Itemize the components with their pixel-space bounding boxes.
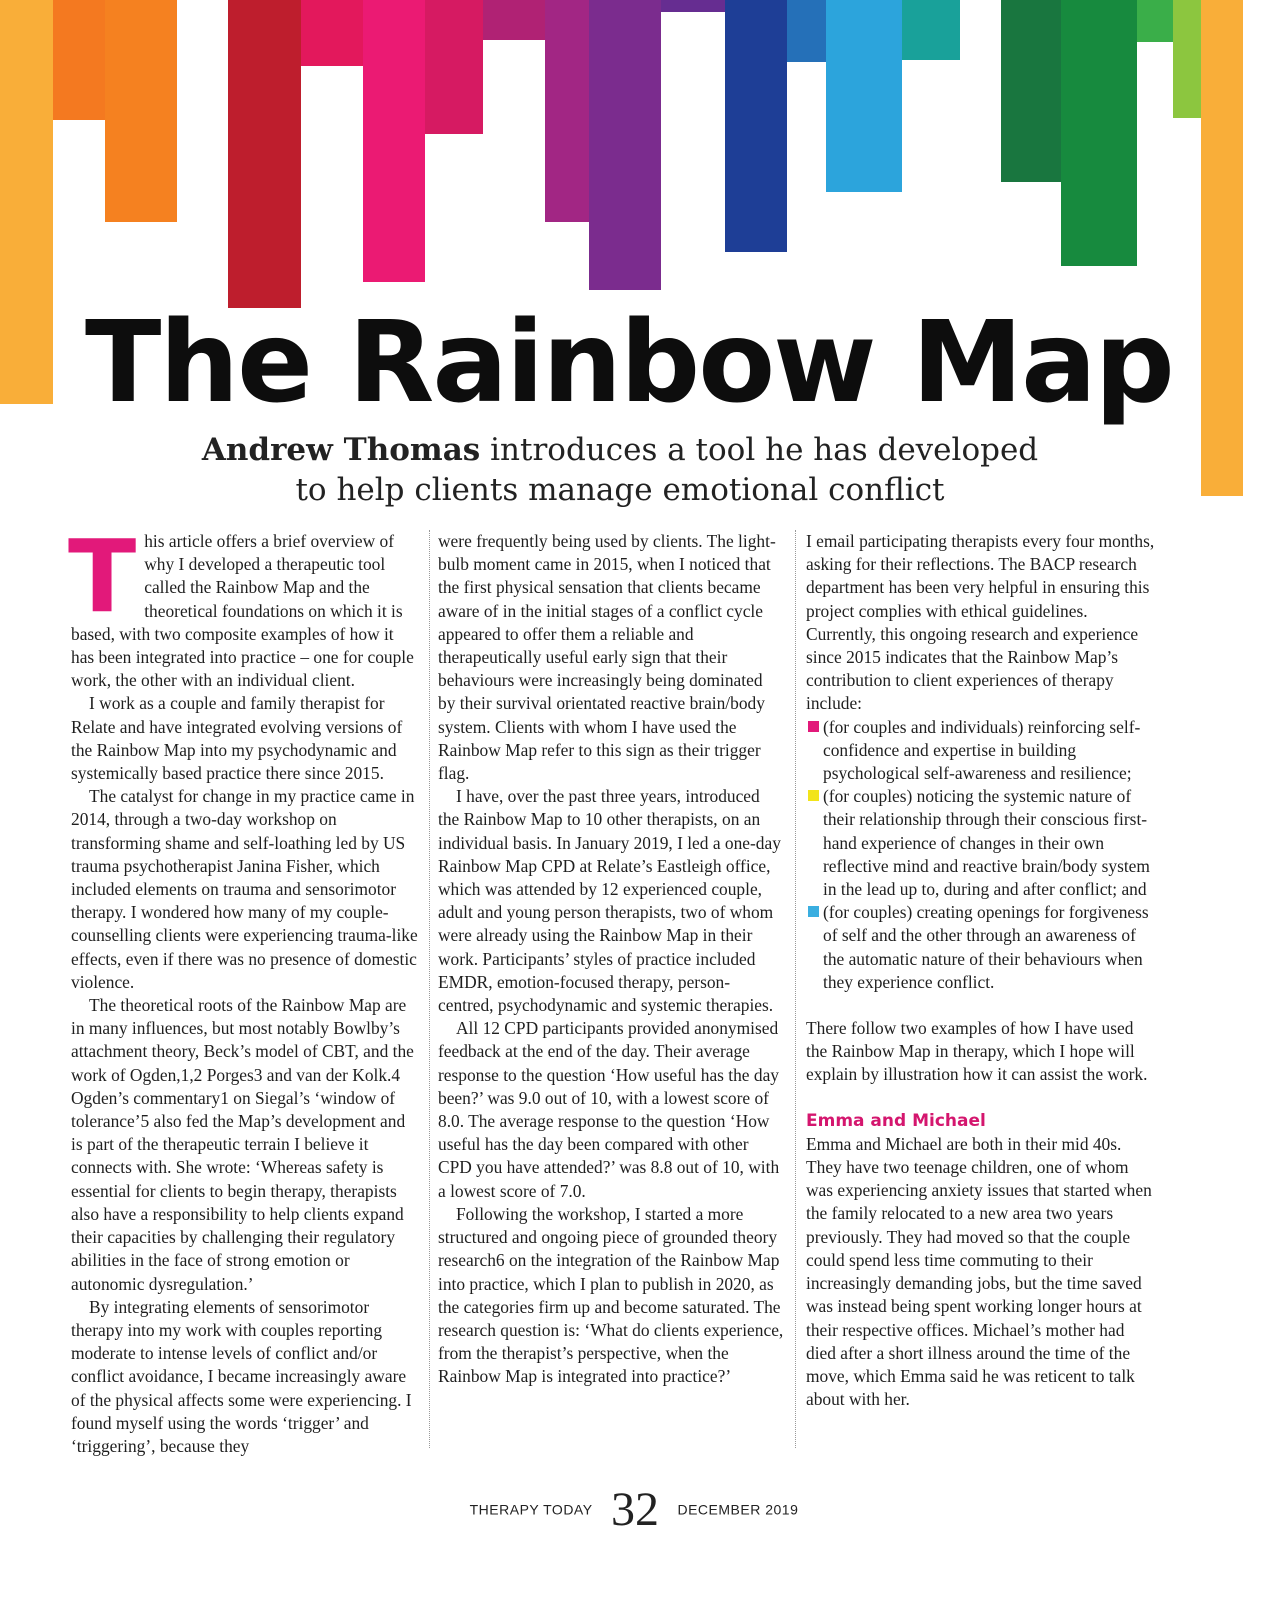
list-item: (for couples and individuals) reinforcing self-confidence and expertise in building psychological self-awareness and resilience; (806, 716, 1156, 786)
banner-bar (725, 0, 787, 252)
paragraph: I email participating therapists every four months, asking for their reflections. The BACP research department has been very helpful in ensuring this project complies with ethical guidelines. Currently, this ongoing research and experience since 2015 indicates that the Rainbow Map’s contribution to client experiences of therapy include: (806, 531, 1155, 714)
yellow-square-bullet-icon (808, 790, 819, 801)
paragraph: were frequently being used by clients. The light-bulb moment came in 2015, when I noticed that the first physical sensation that clients became aware of in the initial stages of a conflict cycle appeared to offer them a reliable and therapeutically useful early sign that their behaviours were increasingly being dominated by their survival orientated reactive brain/body system. Clients with whom I have used the Rainbow Map refer to this sign as their trigger flag. (438, 531, 776, 784)
list-item: (for couples) creating openings for forgiveness of self and the other through an awareness of the automatic nature of their behaviours when they experience conflict. (806, 901, 1156, 994)
list-item: (for couples) noticing the systemic nature of their relationship through their conscious first-hand experience of changes in their own reflective mind and reactive brain/body system in the lead up to, during and after conflict; and (806, 785, 1156, 901)
paragraph: I have, over the past three years, introduced the Rainbow Map to 10 other therapists, on an individual basis. In January 2019, I led a one-day Rainbow Map CPD at Relate’s Eastleigh office, which was attended by 12 experienced couple, adult and young person therapists, two of whom were already using the Rainbow Map in their work. Participants’ styles of practice included EMDR, emotion-focused therapy, person-centred, psychodynamic and systemic therapies. (438, 786, 781, 1016)
magazine-name: THERAPY TODAY (469, 1501, 593, 1518)
column-divider (429, 530, 430, 1448)
pink-square-bullet-icon (808, 721, 819, 732)
paragraph: I work as a couple and family therapist for Relate and have integrated evolving versions of the Rainbow Map into my psychodynamic and systemically based practice there since 2015. (71, 693, 403, 784)
standfirst-text: introduces a tool he has developed to help clients manage emotional conflict (295, 432, 1039, 508)
drop-cap: T (68, 518, 137, 635)
author-name: Andrew Thomas (201, 432, 481, 468)
banner-bar (826, 0, 902, 192)
paragraph: By integrating elements of sensorimotor therapy into my work with couples reporting moderate to intense levels of conflict and/or conflict avoidance, I became increasingly aware of the physical affects some were experiencing. I found myself using the words ‘trigger’ and ‘triggering’, because they (71, 1296, 412, 1456)
paragraph: Following the workshop, I started a more structured and ongoing piece of grounded theory research6 on the integration of the Rainbow Map into practice, which I plan to publish in 2020, as the categories firm up and become saturated. The research question is: ‘What do clients experience, from the therapist’s perspective, when the Rainbow Map is integrated into practice?’ (438, 1203, 784, 1387)
article-standfirst (200, 430, 1040, 510)
blue-square-bullet-icon (808, 906, 819, 917)
banner-bar (301, 0, 363, 66)
contribution-list (806, 716, 1156, 994)
paragraph: Emma and Michael are both in their mid 40s. They have two teenage children, one of whom was experiencing anxiety issues that started when the family relocated to a new area two years previously. They had moved so that the couple could spend less time commuting to their increasingly demanding jobs, but the time saved was instead being spent working longer hours at their respective offices. Michael’s mother had died after a short illness around the time of the move, which Emma said he was reticent to talk about with her. (806, 1133, 1152, 1410)
banner-bar (1173, 0, 1203, 118)
section-heading: Emma and Michael (806, 1110, 986, 1131)
banner-bar (902, 0, 960, 60)
paragraph: There follow two examples of how I have used the Rainbow Map in therapy, which I hope will explain by illustration how it can assist the work. (806, 1018, 1148, 1085)
banner-bar (1061, 0, 1137, 266)
article-title: The Rainbow Map (85, 298, 1173, 428)
page-number: 32 (611, 1483, 660, 1536)
banner-bar (1201, 0, 1243, 496)
banner-bar (589, 0, 661, 290)
column-3 (806, 530, 1156, 1411)
paragraph: All 12 CPD participants provided anonymised feedback at the end of the day. Their average response to the question ‘How useful has the day been?’ was 9.0 out of 10, with a lowest score of 8.0. The average response to the question ‘How useful has the day been compared with other CPD you have attended?’ was 8.8 out of 10, with a lowest score of 7.0. (438, 1018, 780, 1201)
column-2 (438, 530, 784, 1389)
paragraph: The catalyst for change in my practice came in 2014, through a two-day workshop on transforming shame and self-loathing led by US trauma psychotherapist Janina Fisher, which included elements on trauma and sensorimotor therapy. I wondered how many of my couple-counselling clients were experiencing trauma-like effects, even if there was no presence of domestic violence. (71, 786, 418, 992)
issue-date: DECEMBER 2019 (677, 1501, 799, 1518)
banner-bar (661, 0, 725, 12)
column-divider (795, 530, 796, 1448)
banner-bar (228, 0, 301, 308)
paragraph: The theoretical roots of the Rainbow Map are in many influences, but most notably Bowlby’s attachment theory, Beck’s model of CBT, and the work of Ogden,1,2 Porges3 and van der Kolk.4 Ogden’s commentary1 on Siegal’s ‘window of tolerance’5 also fed the Map’s development and is part of the therapeutic terrain I believe it connects with. She wrote: ‘Whereas safety is essential for clients to begin therapy, therapists also have a responsibility to help clients expand their capacities by challenging their regulatory abilities in the face of strong emotion or autonomic dysregulation.’ (71, 995, 414, 1294)
column-1 (68, 518, 421, 1458)
paragraph: This article offers a brief overview of why I developed a therapeutic tool called the Rainbow Map and the theoretical foundations on which it is based, with two composite examples of how it has been integrated into practice – one for couple work, the other with an individual client. (68, 518, 414, 691)
banner-bar (483, 0, 545, 40)
banner-bar (363, 0, 425, 282)
banner-bar (425, 0, 483, 134)
banner-bar (0, 0, 53, 404)
page-footer (0, 1482, 1268, 1537)
banner-bar (105, 0, 177, 222)
